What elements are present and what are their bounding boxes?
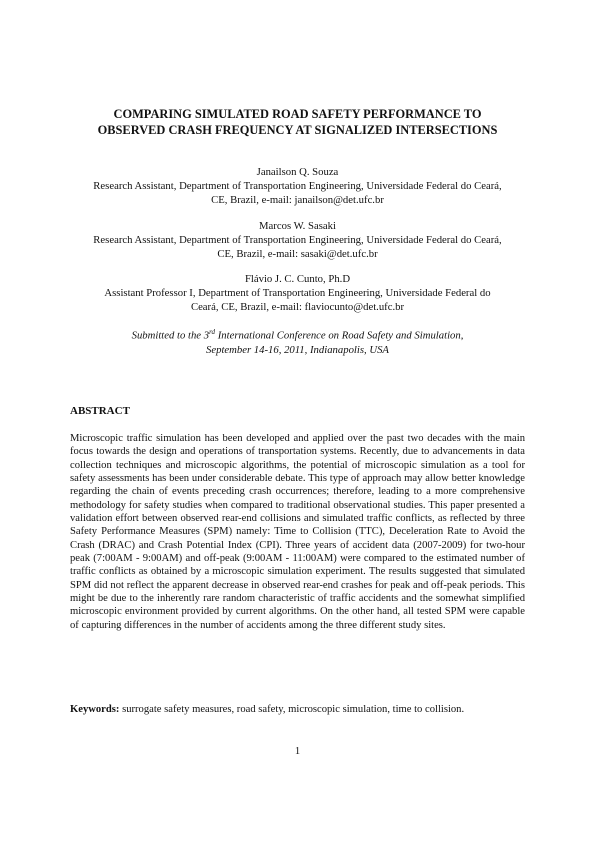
author-affiliation-line: Ceará, CE, Brazil, e-mail: flaviocunto@det.ufc.br bbox=[190, 301, 405, 313]
abstract-text: Microscopic traffic simulation has been developed and applied over the past two decades with the main focus towards the design and operations of transportation systems. Recently, due to advancements in data collection techniques and microscopic algorithms, the potential of microscopic simulation as a tool for safety assessments has been under considerable debate. This type of approach may allow better knowledge regarding the chain of events preceding crash occurrences; therefore, leading to a more comprehensive methodology for safety studies when compared to traditional observational studies. This paper presented a validation effort between observed rear-end collisions and simulated traffic conflicts, as reflected by three Safety Performance Measures (SPM) namely: Time to Collision (TTC), Deceleration Rate to Avoid the Crash (DRAC) and Crash Potential Index (CPI). Three years of accident data (2007-2009) for two-hour peak (7:00AM - 9:00AM) and off-peak (9:00AM - 11:00AM) were compared to the estimated number of traffic conflicts as obtained by a microscopic simulation experiment. The results suggested that simulated SPM did not reflect the apparent decrease in observed rear-end crashes for peak and off-peak periods. This might be due to the inherently rare random characteristic of traffic accidents and the somewhat simplified microscopic environment provided by current algorithms. On the other hand, all tested SPM were capable of capturing differences in the number of accidents among the three different study sites. bbox=[70, 433, 525, 631]
author-name: Marcos W. Sasaki bbox=[259, 220, 336, 232]
submission-line-2: September 14-16, 2011, Indianapolis, USA bbox=[206, 343, 389, 356]
author-block-1 bbox=[60, 165, 535, 207]
author-affiliation-line: Research Assistant, Department of Transportation Engineering, Universidade Federal do Ceará, bbox=[93, 234, 502, 246]
author-affiliation-line: Research Assistant, Department of Transportation Engineering, Universidade Federal do Ceará, bbox=[93, 180, 502, 192]
author-block-2 bbox=[60, 219, 535, 261]
submission-line-1 bbox=[60, 325, 535, 343]
keywords-label: Keywords: bbox=[70, 704, 120, 715]
title-line-1: COMPARING SIMULATED ROAD SAFETY PERFORMANCE TO bbox=[113, 107, 482, 121]
paper-title bbox=[60, 106, 535, 138]
page-number: 1 bbox=[294, 746, 301, 757]
abstract-heading: ABSTRACT bbox=[70, 405, 130, 417]
submission-note bbox=[60, 325, 535, 357]
keywords-line bbox=[70, 703, 525, 716]
submission-prefix: Submitted to the 3 bbox=[131, 329, 210, 342]
keywords-text: surrogate safety measures, road safety, microscopic simulation, time to collision. bbox=[119, 704, 465, 715]
author-block-3 bbox=[60, 272, 535, 314]
submission-ordinal: rd bbox=[209, 328, 216, 336]
author-name: Flávio J. C. Cunto, Ph.D bbox=[244, 273, 351, 285]
title-line-2: OBSERVED CRASH FREQUENCY AT SIGNALIZED INTERSECTIONS bbox=[97, 123, 498, 137]
author-affiliation-line: Assistant Professor I, Department of Transportation Engineering, Universidade Federal do bbox=[104, 287, 491, 299]
submission-suffix: International Conference on Road Safety and Simulation, bbox=[215, 329, 464, 342]
author-affiliation-line: CE, Brazil, e-mail: janailson@det.ufc.br bbox=[211, 194, 384, 206]
author-name: Janailson Q. Souza bbox=[256, 166, 339, 178]
author-affiliation-line: CE, Brazil, e-mail: sasaki@det.ufc.br bbox=[217, 248, 378, 260]
